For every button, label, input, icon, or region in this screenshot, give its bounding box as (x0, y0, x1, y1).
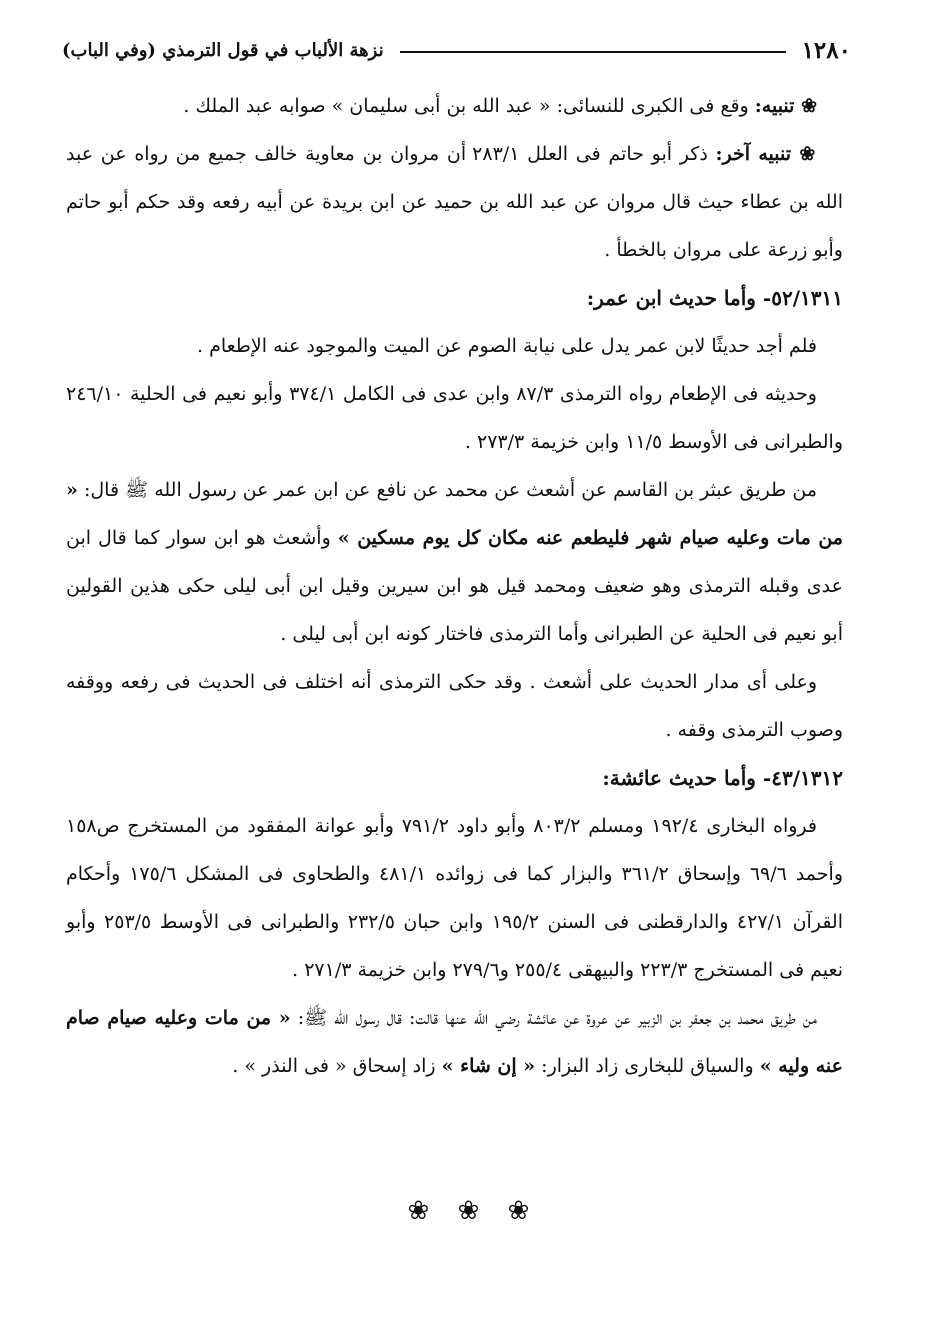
page-body (66, 82, 843, 1090)
paragraph-text: وأشعث هو ابن سوار كما قال ابن عدى وقبله الترمذى وهو ضعيف ومحمد قيل هو ابن سيرين وقيل ابن أبى ليلى حكى هذين القولين أبو نعيم فى الحلية عن الطبرانى وأما الترمذى فاختار كونه ابن أبى ليلى . (66, 527, 843, 645)
note-lead: ❀ تنبيه: (754, 95, 817, 117)
page-number: ١٢٨٠ (801, 36, 851, 64)
note-paragraph (66, 82, 843, 130)
page-header (62, 34, 851, 66)
body-paragraph (66, 994, 843, 1090)
hadith-quote: « من مات وعليه صيام شهر فليطعم عنه مكان كل يوم مسكين » (66, 479, 843, 549)
ornament-divider: ❀ ❀ ❀ (407, 1196, 540, 1226)
header-rule (400, 51, 786, 53)
body-paragraph (66, 466, 843, 658)
body-paragraph: فلم أجد حديثًا لابن عمر يدل على نيابة الصوم عن الميت والموجود عنه الإطعام . (197, 335, 817, 357)
note-paragraph (66, 130, 843, 274)
paragraph-text: من طريق محمد بن جعفر بن الزبير عن عروة عن عائشة رضي الله عنها قالت: قال رسول الله ﷺ: (290, 1007, 817, 1029)
body-paragraph: فرواه البخارى ١٩٢/٤ ومسلم ٨٠٣/٢ وأبو داود ٧٩١/٢ وأبو عوانة المفقود من المستخرج ص١٥٨ وأحمد ٦٩/٦ وإسحاق ٣٦١/٢ والبزار كما فى زوائده ٤٨١/١ والطحاوى فى المشكل ١٧٥/٦ وأحكام القرآن ٤٢٧/١ والدارقطنى فى السنن ١٩٥/٢ وابن حبان ٢٣٢/٥ والطبرانى فى الأوسط ٢٥٣/٥ وأبو نعيم فى المستخرج ٢٢٣/٣ والبيهقى ٢٥٥/٤ و٢٧٩/٦ وابن خزيمة ٢٧١/٣ . (66, 815, 843, 981)
body-paragraph: وعلى أى مدار الحديث على أشعث . وقد حكى الترمذى أنه اختلف فى الحديث فى رفعه ووقفه وصوب الترمذى وقفه . (66, 671, 843, 741)
hadith-quote: « من مات وعليه صيام صام عنه وليه » (66, 1007, 843, 1077)
section-heading: ٤٣/١٣١٢- وأما حديث عائشة: (602, 766, 843, 790)
note-text: ذكر أبو حاتم فى العلل ٢٨٣/١ أن مروان بن معاوية خالف جميع من رواه عن عبد الله بن عطاء حيث قال مروان عن عبد الله بن حميد عن ابن بريدة عن أبيه رفعه وقد حكم أبو حاتم وأبو زرعة على مروان بالخطأ . (66, 143, 843, 261)
section-heading: ٥٢/١٣١١- وأما حديث ابن عمر: (586, 286, 843, 310)
paragraph-text: والسياق للبخارى زاد البزار: (535, 1055, 760, 1077)
note-lead: ❀ تنبيه آخر: (715, 143, 817, 165)
note-text: وقع فى الكبرى للنسائى: « عبد الله بن أبى سليمان » صوابه عبد الملك . (183, 95, 755, 117)
paragraph-text: من طريق عبثر بن القاسم عن أشعث عن محمد عن نافع عن ابن عمر عن رسول الله ﷺ قال: (77, 479, 817, 501)
body-paragraph: وحديثه فى الإطعام رواه الترمذى ٨٧/٣ وابن عدى فى الكامل ٣٧٤/١ وأبو نعيم فى الحلية ٢٤٦/١٠ والطبرانى فى الأوسط ١١/٥ وابن خزيمة ٢٧٣/٣ . (66, 383, 843, 453)
running-title: نزهة الألباب في قول الترمذي (وفي الباب) (62, 39, 384, 61)
paragraph-text: زاد إسحاق « فى النذر » . (232, 1055, 442, 1077)
hadith-quote: « إن شاء » (441, 1055, 536, 1077)
